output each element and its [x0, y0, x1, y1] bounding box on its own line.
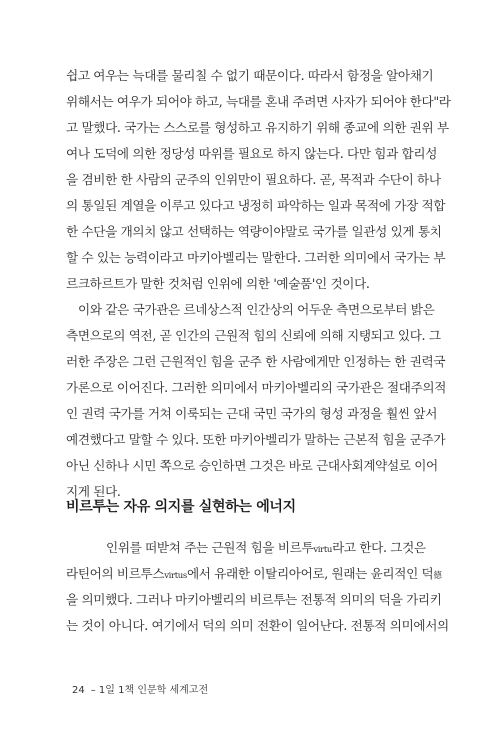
text-line: 여나 도덕에 의한 정당성 따위를 필요로 하지 않는다. 다만 힘과 합리성 — [66, 146, 438, 161]
body-text-block-2 — [66, 535, 449, 639]
text-line: 가론으로 이어진다. 그러한 의미에서 마키아벨리의 국가관은 절대주의적 — [66, 380, 447, 395]
text-line: 지게 된다. — [66, 484, 121, 499]
series-title: – 1일 1책 인문학 세계고전 — [90, 685, 209, 696]
text-line: 고 말했다. 국가는 스스로를 형성하고 유지하기 위해 종교에 의한 권위 부 — [66, 120, 449, 135]
text-line: 러한 주장은 그런 근원적인 힘을 군주 한 사람에게만 인정하는 한 권력국 — [66, 354, 446, 369]
latin-term: virtu — [313, 545, 333, 555]
text-segment: 라틴어의 비르투스 — [66, 566, 165, 581]
text-line: 이와 같은 국가관은 르네상스적 인간상의 어두운 측면으로부터 밝은 — [78, 302, 435, 317]
text-segment: 인위를 떠받쳐 주는 근원적 힘을 비르투 — [106, 540, 314, 555]
text-line — [66, 535, 434, 561]
page-number: 24 — [72, 685, 85, 696]
text-line: 의 통일된 계열을 이루고 있다고 냉정히 파악하는 일과 목적에 가장 적합 — [66, 198, 446, 213]
text-line — [66, 561, 442, 587]
body-text-block — [66, 63, 451, 505]
text-line: 할 수 있는 능력이라고 마키아벨리는 말한다. 그러한 의미에서 국가는 부 — [66, 250, 446, 265]
text-line: 쉽고 여우는 늑대를 물리칠 수 없기 때문이다. 따라서 함정을 알아채기 — [66, 68, 434, 83]
text-line: 인 권력 국가를 거쳐 이룩되는 근대 국민 국가의 형성 과정을 훨씬 앞서 — [66, 406, 438, 421]
section-heading: 비르투는 자유 의지를 실현하는 에너지 — [66, 499, 296, 515]
text-line: 한 수단을 개의치 않고 선택하는 역량이야말로 국가를 일관성 있게 통치 — [66, 224, 442, 239]
text-line: 는 것이 아니다. 여기에서 덕의 의미 전환이 일어난다. 전통적 의미에서의 — [66, 618, 449, 633]
latin-term: virtus — [164, 571, 187, 581]
text-line: 위해서는 여우가 되어야 하고, 늑대를 혼내 주려면 사자가 되어야 한다"라 — [66, 94, 451, 109]
text-segment: 라고 한다. 그것은 — [332, 540, 426, 555]
page-footer — [72, 681, 214, 696]
text-line: 측면으로의 역전, 곧 인간의 근원적 힘의 신뢰에 의해 지탱되고 있다. 그 — [66, 328, 441, 343]
text-line: 르크하르트가 말한 것처럼 인위에 의한 '예술품'인 것이다. — [66, 276, 370, 291]
hanja-term: 德 — [433, 571, 442, 581]
text-line: 을 겸비한 한 사람의 군주의 인위만이 필요하다. 곧, 목적과 수단이 하나 — [66, 172, 441, 187]
text-segment: 에서 유래한 이탈리아어로, 원래는 윤리적인 덕 — [186, 566, 434, 581]
text-line: 을 의미했다. 그러나 마키아벨리의 비르투는 전통적 의미의 덕을 가리키 — [66, 592, 442, 607]
text-line: 예견했다고 말할 수 있다. 또한 마키아벨리가 말하는 근본적 힘을 군주가 — [66, 432, 446, 447]
text-line: 아닌 신하나 시민 쪽으로 승인하면 그것은 바로 근대사회계약설로 이어 — [66, 458, 438, 473]
